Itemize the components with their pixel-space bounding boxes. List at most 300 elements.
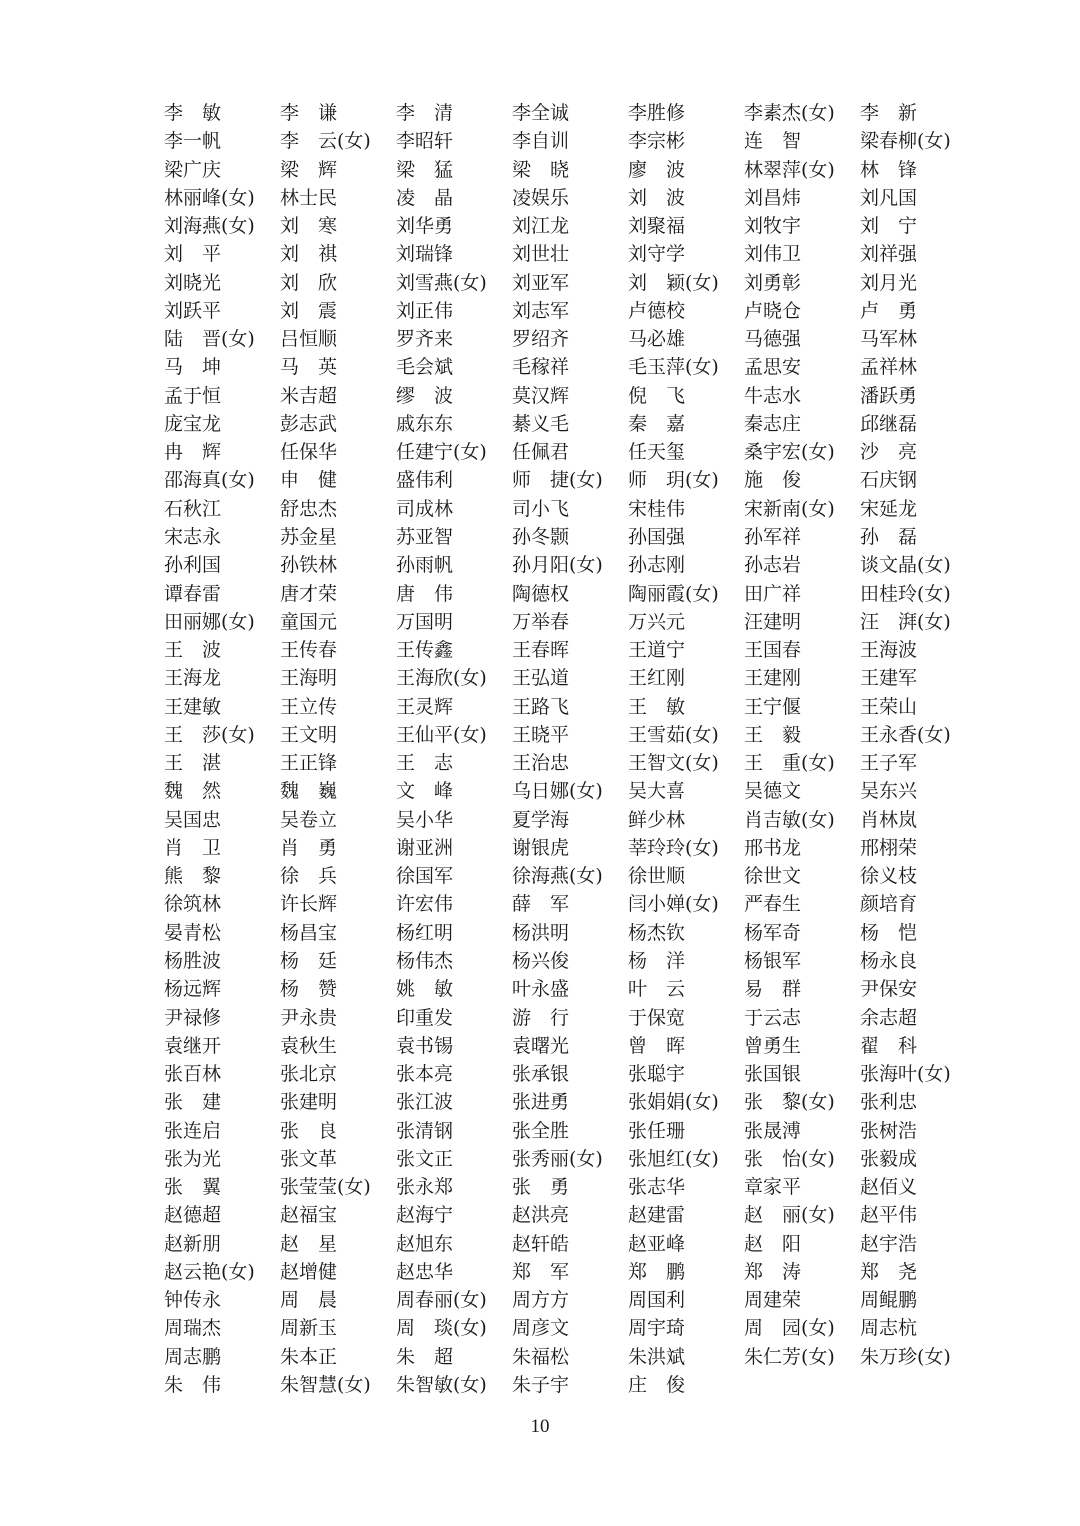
name-entry: 尹永贵 [280, 1006, 338, 1029]
name-entry: 郑 鹏 [628, 1260, 686, 1283]
name-entry: 朱智慧(女) [280, 1373, 371, 1396]
name-entry: 孟思安 [744, 356, 802, 379]
name-entry: 赵平伟 [860, 1204, 918, 1227]
name-row [164, 1004, 994, 1032]
name-entry: 邢书龙 [744, 836, 802, 859]
name-entry: 张任珊 [628, 1119, 686, 1142]
name-entry: 王仙平(女) [396, 723, 487, 746]
name-entry: 王永香(女) [860, 723, 951, 746]
name-entry: 李 云(女) [280, 130, 371, 153]
name-entry: 周 园(女) [744, 1317, 835, 1340]
name-entry: 王晓平 [512, 723, 570, 746]
name-entry: 许宏伟 [396, 893, 454, 916]
name-entry: 邱继磊 [860, 412, 918, 435]
name-entry: 王海龙 [164, 667, 222, 690]
name-entry: 尹禄修 [164, 1006, 222, 1029]
name-row [164, 1371, 994, 1399]
name-entry: 周宇琦 [628, 1317, 686, 1340]
name-entry: 邵海真(女) [164, 469, 255, 492]
name-row [164, 212, 994, 240]
name-entry: 申 健 [280, 469, 338, 492]
name-entry: 连 智 [744, 130, 802, 153]
name-entry: 赵德超 [164, 1204, 222, 1227]
name-entry: 朱 伟 [164, 1373, 222, 1396]
name-entry: 杨 恺 [860, 921, 918, 944]
name-entry: 周志鹏 [164, 1345, 222, 1368]
name-entry: 刘聚福 [628, 215, 686, 238]
name-entry: 张海叶(女) [860, 1063, 951, 1086]
name-entry: 张江波 [396, 1091, 454, 1114]
name-entry: 周 晨 [280, 1289, 338, 1312]
name-entry: 王荣山 [860, 695, 918, 718]
name-entry: 杨杰钦 [628, 921, 686, 944]
name-entry: 张北京 [280, 1063, 338, 1086]
name-entry: 曾勇生 [744, 1034, 802, 1057]
name-row [164, 438, 994, 466]
name-entry: 袁继开 [164, 1034, 222, 1057]
name-entry: 牛志水 [744, 384, 802, 407]
name-entry: 杨军奇 [744, 921, 802, 944]
name-entry: 邢栩荣 [860, 836, 918, 859]
name-entry: 徐国军 [396, 865, 454, 888]
name-entry: 肖 卫 [164, 836, 222, 859]
name-entry: 任建宁(女) [396, 441, 487, 464]
name-entry: 张本亮 [396, 1063, 454, 1086]
name-entry: 庞宝龙 [164, 412, 222, 435]
name-row [164, 608, 994, 636]
name-entry: 周建荣 [744, 1289, 802, 1312]
name-entry: 吴小华 [396, 808, 454, 831]
name-entry: 周春丽(女) [396, 1289, 487, 1312]
name-entry: 易 群 [744, 978, 802, 1001]
name-row [164, 1201, 994, 1229]
name-entry: 杨 赞 [280, 978, 338, 1001]
name-entry: 王建敏 [164, 695, 222, 718]
name-entry: 李一帆 [164, 130, 222, 153]
name-entry: 王治忠 [512, 752, 570, 775]
name-entry: 唐 伟 [396, 582, 454, 605]
name-entry: 鲜少林 [628, 808, 686, 831]
name-row [164, 1314, 994, 1342]
name-row [164, 1060, 994, 1088]
name-entry: 刘晓光 [164, 271, 222, 294]
name-entry: 张 建 [164, 1091, 222, 1114]
name-entry: 孙利国 [164, 554, 222, 577]
name-row [164, 382, 994, 410]
name-row [164, 297, 994, 325]
name-entry: 徐世文 [744, 865, 802, 888]
name-entry: 孟祥林 [860, 356, 918, 379]
name-entry: 林 锋 [860, 158, 918, 181]
name-entry: 赵建雷 [628, 1204, 686, 1227]
name-entry: 刘祥强 [860, 243, 918, 266]
name-entry: 周瑞杰 [164, 1317, 222, 1340]
page-number: 10 [530, 1416, 550, 1437]
name-entry: 吴德文 [744, 780, 802, 803]
name-entry: 杨 洋 [628, 949, 686, 972]
name-entry: 莘玲玲(女) [628, 836, 719, 859]
name-row [164, 1145, 994, 1173]
name-row [164, 551, 994, 579]
name-entry: 刘牧宇 [744, 215, 802, 238]
name-entry: 毛会斌 [396, 356, 454, 379]
name-entry: 梁 晓 [512, 158, 570, 181]
name-entry: 印重发 [396, 1006, 454, 1029]
name-entry: 刘 颖(女) [628, 271, 719, 294]
name-entry: 任佩君 [512, 441, 570, 464]
name-entry: 徐海燕(女) [512, 865, 603, 888]
name-entry: 盛伟利 [396, 469, 454, 492]
name-entry: 孙军祥 [744, 525, 802, 548]
name-row [164, 523, 994, 551]
name-entry: 章家平 [744, 1176, 802, 1199]
name-entry: 谢亚洲 [396, 836, 454, 859]
name-row [164, 127, 994, 155]
name-entry: 王子军 [860, 752, 918, 775]
name-entry: 潘跃勇 [860, 384, 918, 407]
name-entry: 秦 嘉 [628, 412, 686, 435]
name-entry: 张清钢 [396, 1119, 454, 1142]
name-entry: 赵福宝 [280, 1204, 338, 1227]
name-entry: 刘 祺 [280, 243, 338, 266]
name-entry: 王 志 [396, 752, 454, 775]
name-entry: 万国明 [396, 610, 454, 633]
name-row [164, 862, 994, 890]
name-entry: 袁秋生 [280, 1034, 338, 1057]
name-entry: 周 琰(女) [396, 1317, 487, 1340]
name-entry: 翟 科 [860, 1034, 918, 1057]
name-entry: 刘跃平 [164, 299, 222, 322]
name-entry: 于云志 [744, 1006, 802, 1029]
name-entry: 王 波 [164, 639, 222, 662]
name-entry: 许长辉 [280, 893, 338, 916]
name-entry: 朱福松 [512, 1345, 570, 1368]
name-row [164, 1230, 994, 1258]
name-entry: 宋延龙 [860, 497, 918, 520]
name-entry: 张百林 [164, 1063, 222, 1086]
name-row [164, 495, 994, 523]
name-entry: 庄 俊 [628, 1373, 686, 1396]
name-entry: 王雪茹(女) [628, 723, 719, 746]
name-entry: 王 莎(女) [164, 723, 255, 746]
name-entry: 赵 星 [280, 1232, 338, 1255]
name-entry: 钟传永 [164, 1289, 222, 1312]
name-entry: 刘瑞锋 [396, 243, 454, 266]
name-entry: 熊 黎 [164, 865, 222, 888]
name-row [164, 99, 994, 127]
name-list-grid [164, 99, 994, 1399]
name-entry: 林丽峰(女) [164, 186, 255, 209]
name-entry: 谈文晶(女) [860, 554, 951, 577]
name-entry: 张毅成 [860, 1147, 918, 1170]
name-entry: 文 峰 [396, 780, 454, 803]
name-entry: 赵 丽(女) [744, 1204, 835, 1227]
name-entry: 张连启 [164, 1119, 222, 1142]
name-entry: 石秋江 [164, 497, 222, 520]
name-entry: 杨红明 [396, 921, 454, 944]
name-row [164, 975, 994, 1003]
name-entry: 吴大喜 [628, 780, 686, 803]
name-entry: 郑 涛 [744, 1260, 802, 1283]
name-entry: 刘 波 [628, 186, 686, 209]
name-entry: 魏 巍 [280, 780, 338, 803]
name-entry: 赵忠华 [396, 1260, 454, 1283]
name-entry: 周鲲鹏 [860, 1289, 918, 1312]
name-entry: 张承银 [512, 1063, 570, 1086]
name-entry: 万兴元 [628, 610, 686, 633]
name-entry: 王立传 [280, 695, 338, 718]
name-entry: 马德强 [744, 328, 802, 351]
name-entry: 梁广庆 [164, 158, 222, 181]
name-entry: 孙铁林 [280, 554, 338, 577]
name-entry: 杨远辉 [164, 978, 222, 1001]
name-entry: 綦义毛 [512, 412, 570, 435]
name-entry: 唐才荣 [280, 582, 338, 605]
name-entry: 宋新南(女) [744, 497, 835, 520]
name-entry: 刘守学 [628, 243, 686, 266]
name-entry: 徐 兵 [280, 865, 338, 888]
name-entry: 田广祥 [744, 582, 802, 605]
name-row [164, 890, 994, 918]
name-entry: 吴国忠 [164, 808, 222, 831]
name-entry: 张利忠 [860, 1091, 918, 1114]
name-entry: 卢晓仓 [744, 299, 802, 322]
name-entry: 张进勇 [512, 1091, 570, 1114]
name-row [164, 410, 994, 438]
name-entry: 孙 磊 [860, 525, 918, 548]
name-entry: 王海波 [860, 639, 918, 662]
name-entry: 杨伟杰 [396, 949, 454, 972]
name-row [164, 919, 994, 947]
name-entry: 倪 飞 [628, 384, 686, 407]
name-entry: 张莹莹(女) [280, 1176, 371, 1199]
name-entry: 毛稼祥 [512, 356, 570, 379]
name-entry: 张文革 [280, 1147, 338, 1170]
name-entry: 刘 震 [280, 299, 338, 322]
name-entry: 袁曙光 [512, 1034, 570, 1057]
name-entry: 司成林 [396, 497, 454, 520]
name-entry: 刘月光 [860, 271, 918, 294]
name-entry: 于保宽 [628, 1006, 686, 1029]
name-entry: 张 怡(女) [744, 1147, 835, 1170]
name-entry: 朱子宇 [512, 1373, 570, 1396]
name-entry: 朱智敏(女) [396, 1373, 487, 1396]
name-entry: 张文正 [396, 1147, 454, 1170]
name-entry: 李 清 [396, 102, 454, 124]
name-entry: 刘 欣 [280, 271, 338, 294]
name-entry: 杨 廷 [280, 949, 338, 972]
name-entry: 赵海宁 [396, 1204, 454, 1227]
name-entry: 李 新 [860, 102, 918, 124]
name-entry: 王红刚 [628, 667, 686, 690]
name-entry: 张聪宇 [628, 1063, 686, 1086]
name-entry: 乌日娜(女) [512, 780, 603, 803]
name-entry: 刘志军 [512, 299, 570, 322]
name-entry: 朱万珍(女) [860, 1345, 951, 1368]
name-entry: 余志超 [860, 1006, 918, 1029]
name-entry: 姚 敏 [396, 978, 454, 1001]
name-entry: 赵旭东 [396, 1232, 454, 1255]
name-entry: 刘江龙 [512, 215, 570, 238]
name-entry: 罗绍齐 [512, 328, 570, 351]
name-entry: 王海明 [280, 667, 338, 690]
name-row [164, 693, 994, 721]
name-entry: 严春生 [744, 893, 802, 916]
name-entry: 刘雪燕(女) [396, 271, 487, 294]
name-entry: 颜培育 [860, 893, 918, 916]
name-entry: 刘凡国 [860, 186, 918, 209]
name-entry: 徐筑林 [164, 893, 222, 916]
name-entry: 张志华 [628, 1176, 686, 1199]
name-entry: 童国元 [280, 610, 338, 633]
name-entry: 周志杭 [860, 1317, 918, 1340]
name-entry: 师 玥(女) [628, 469, 719, 492]
name-entry: 王智文(女) [628, 752, 719, 775]
name-entry: 孙国强 [628, 525, 686, 548]
name-entry: 叶永盛 [512, 978, 570, 1001]
name-row [164, 269, 994, 297]
name-entry: 张 黎(女) [744, 1091, 835, 1114]
name-entry: 孙志岩 [744, 554, 802, 577]
name-entry: 晏青松 [164, 921, 222, 944]
name-entry: 李 敏 [164, 102, 222, 124]
name-row [164, 721, 994, 749]
name-entry: 师 捷(女) [512, 469, 603, 492]
name-entry: 王 毅 [744, 723, 802, 746]
name-entry: 陆 晋(女) [164, 328, 255, 351]
name-entry: 陶德权 [512, 582, 570, 605]
name-row [164, 1088, 994, 1116]
name-entry: 张为光 [164, 1147, 222, 1170]
name-row [164, 664, 994, 692]
name-entry: 罗齐来 [396, 328, 454, 351]
name-entry: 舒忠杰 [280, 497, 338, 520]
name-row [164, 806, 994, 834]
name-entry: 袁书锡 [396, 1034, 454, 1057]
name-entry: 张 勇 [512, 1176, 570, 1199]
name-entry: 莫汉辉 [512, 384, 570, 407]
name-entry: 朱仁芳(女) [744, 1345, 835, 1368]
name-row [164, 947, 994, 975]
name-entry: 凌 晶 [396, 186, 454, 209]
name-entry: 孟于恒 [164, 384, 222, 407]
name-entry: 王 重(女) [744, 752, 835, 775]
name-row [164, 466, 994, 494]
name-entry: 周新玉 [280, 1317, 338, 1340]
name-entry: 李宗彬 [628, 130, 686, 153]
name-entry: 戚东东 [396, 412, 454, 435]
name-entry: 王春晖 [512, 639, 570, 662]
name-entry: 叶 云 [628, 978, 686, 1001]
name-entry: 肖林岚 [860, 808, 918, 831]
name-entry: 王建军 [860, 667, 918, 690]
name-entry: 王灵辉 [396, 695, 454, 718]
name-entry: 林翠萍(女) [744, 158, 835, 181]
name-entry: 尹保安 [860, 978, 918, 1001]
name-entry: 杨胜波 [164, 949, 222, 972]
name-entry: 刘勇彰 [744, 271, 802, 294]
name-entry: 杨兴俊 [512, 949, 570, 972]
name-entry: 吴卷立 [280, 808, 338, 831]
name-entry: 廖 波 [628, 158, 686, 181]
name-entry: 张永郑 [396, 1176, 454, 1199]
name-entry: 刘昌炜 [744, 186, 802, 209]
name-entry: 林士民 [280, 186, 338, 209]
name-entry: 曾 晖 [628, 1034, 686, 1057]
name-row [164, 1343, 994, 1371]
name-entry: 宋志永 [164, 525, 222, 548]
name-row [164, 834, 994, 862]
name-entry: 张娟娟(女) [628, 1091, 719, 1114]
name-entry: 冉 辉 [164, 441, 222, 464]
name-entry: 秦志庄 [744, 412, 802, 435]
name-entry: 闫小婵(女) [628, 893, 719, 916]
name-entry: 张全胜 [512, 1119, 570, 1142]
name-entry: 夏学海 [512, 808, 570, 831]
name-entry: 赵云艳(女) [164, 1260, 255, 1283]
name-entry: 王文明 [280, 723, 338, 746]
name-entry: 赵增健 [280, 1260, 338, 1283]
name-entry: 张晟溥 [744, 1119, 802, 1142]
name-entry: 任天玺 [628, 441, 686, 464]
name-entry: 肖吉敏(女) [744, 808, 835, 831]
name-entry: 王海欣(女) [396, 667, 487, 690]
name-entry: 李胜修 [628, 102, 686, 124]
name-entry: 王宁偃 [744, 695, 802, 718]
name-entry: 卢 勇 [860, 299, 918, 322]
name-row [164, 184, 994, 212]
name-entry: 梁春柳(女) [860, 130, 951, 153]
name-entry: 刘 寒 [280, 215, 338, 238]
name-entry: 马必雄 [628, 328, 686, 351]
name-entry: 薛 军 [512, 893, 570, 916]
name-entry: 王弘道 [512, 667, 570, 690]
name-entry: 张 良 [280, 1119, 338, 1142]
name-entry: 米吉超 [280, 384, 338, 407]
name-entry: 孙雨帆 [396, 554, 454, 577]
name-entry: 赵新朋 [164, 1232, 222, 1255]
name-entry: 李素杰(女) [744, 102, 835, 124]
name-entry: 苏金星 [280, 525, 338, 548]
name-entry: 田桂玲(女) [860, 582, 951, 605]
name-entry: 马 坤 [164, 356, 222, 379]
name-row [164, 240, 994, 268]
name-entry: 万举春 [512, 610, 570, 633]
name-entry: 王 敏 [628, 695, 686, 718]
name-entry: 杨永良 [860, 949, 918, 972]
name-entry: 刘 平 [164, 243, 222, 266]
name-entry: 任保华 [280, 441, 338, 464]
name-entry: 朱本正 [280, 1345, 338, 1368]
name-entry: 周国利 [628, 1289, 686, 1312]
name-entry: 陶丽霞(女) [628, 582, 719, 605]
name-row [164, 353, 994, 381]
name-entry: 游 行 [512, 1006, 570, 1029]
name-entry: 刘华勇 [396, 215, 454, 238]
name-entry: 王传春 [280, 639, 338, 662]
name-entry: 施 俊 [744, 469, 802, 492]
name-entry: 赵 阳 [744, 1232, 802, 1255]
name-row [164, 1173, 994, 1201]
name-entry: 郑 军 [512, 1260, 570, 1283]
name-entry: 朱洪斌 [628, 1345, 686, 1368]
name-entry: 田丽娜(女) [164, 610, 255, 633]
name-entry: 赵宇浩 [860, 1232, 918, 1255]
name-row [164, 777, 994, 805]
name-entry: 赵亚峰 [628, 1232, 686, 1255]
name-entry: 杨银军 [744, 949, 802, 972]
name-row [164, 580, 994, 608]
